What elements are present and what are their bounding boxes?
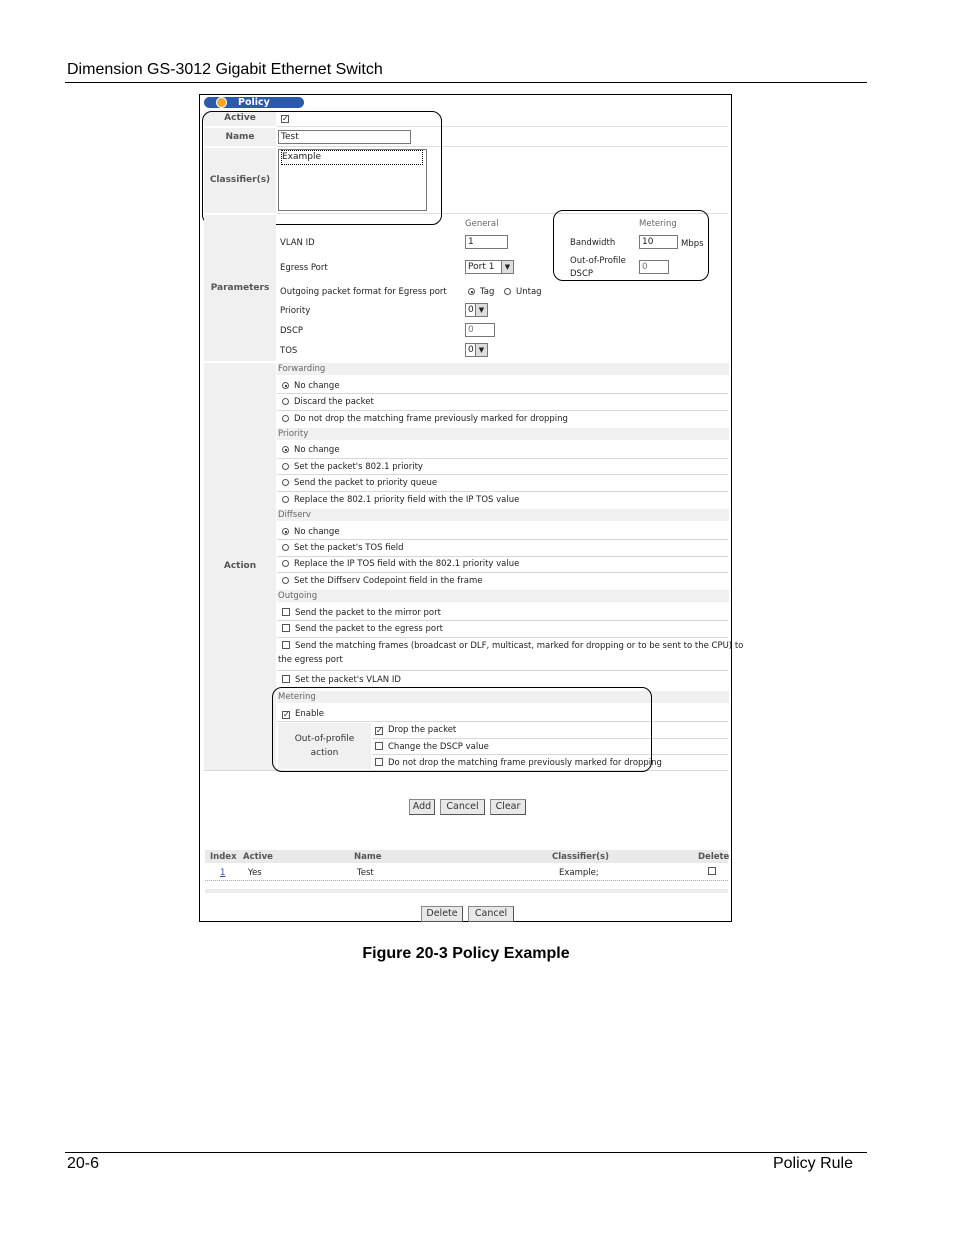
cancel-table-button[interactable]: Cancel	[468, 906, 514, 922]
tag-label: Tag	[480, 287, 495, 297]
bandwidth-input[interactable]: 10	[639, 235, 678, 249]
chapter-title: Policy Rule	[772, 1155, 853, 1172]
table-footer-bar	[205, 889, 728, 893]
tos-label: TOS	[280, 346, 298, 356]
divider	[277, 458, 728, 459]
parameters-label: Parameters	[204, 215, 276, 361]
outgoing-mirror[interactable]	[282, 608, 441, 618]
tos-value: 0	[468, 345, 474, 355]
clear-button[interactable]: Clear	[490, 799, 526, 815]
egress-label: Egress Port	[280, 263, 328, 273]
chevron-down-icon: ▼	[475, 344, 487, 356]
priority-queue[interactable]	[282, 478, 437, 488]
priority-no-change[interactable]	[282, 445, 340, 455]
add-button[interactable]: Add	[409, 799, 435, 815]
divider	[277, 556, 728, 557]
forwarding-do-not-drop[interactable]	[282, 414, 568, 424]
footer-rule	[65, 1152, 867, 1153]
col-active: Active	[243, 852, 273, 862]
outgoing-matching-frames[interactable]	[282, 641, 743, 651]
option-label: No change	[294, 527, 340, 537]
priority-label: Priority	[280, 306, 311, 316]
option-label: Replace the IP TOS field with the 802.1 priority value	[294, 559, 520, 569]
highlight-general	[202, 111, 442, 225]
oop-dscp-label1: Out-of-Profile	[570, 256, 626, 266]
general-heading: General	[465, 219, 499, 229]
divider	[277, 491, 728, 492]
radio-icon	[282, 446, 289, 453]
radio-icon	[282, 544, 289, 551]
priority-value: 0	[468, 305, 474, 315]
diffserv-set-tos[interactable]	[282, 543, 404, 553]
header-rule	[65, 82, 867, 83]
metering-section-heading: Metering	[277, 691, 729, 703]
radio-icon	[282, 415, 289, 422]
dscp-label: DSCP	[280, 326, 304, 336]
option-label: Discard the packet	[294, 397, 374, 407]
radio-icon	[282, 463, 289, 470]
bandwidth-unit: Mbps	[681, 239, 704, 249]
option-label: Drop the packet	[388, 725, 457, 735]
radio-icon	[282, 382, 289, 389]
diffserv-no-change[interactable]	[282, 527, 340, 537]
classifier-item[interactable]: Example	[281, 150, 423, 165]
priority-replace[interactable]	[282, 495, 519, 505]
action-label: Action	[204, 363, 276, 770]
radio-icon	[282, 577, 289, 584]
chevron-down-icon: ▼	[501, 261, 513, 273]
check-icon: ✓	[282, 114, 289, 123]
divider	[277, 539, 728, 540]
radio-icon	[282, 560, 289, 567]
priority-set-8021[interactable]	[282, 462, 423, 472]
metering-heading: Metering	[639, 219, 677, 229]
option-label: No change	[294, 445, 340, 455]
col-name: Name	[354, 852, 382, 862]
oop-dscp-input[interactable]: 0	[639, 260, 669, 274]
radio-icon	[282, 528, 289, 535]
diffserv-replace-tos[interactable]	[282, 559, 519, 569]
diffserv-set-codepoint[interactable]	[282, 576, 482, 586]
outgoing-set-vlan[interactable]	[282, 675, 401, 685]
divider	[277, 410, 728, 411]
option-label: Send the matching frames (broadcast or DLF, multicast, marked for dropping or to be sent to the CPU) to	[295, 641, 744, 651]
divider	[277, 670, 728, 671]
checkbox-icon	[282, 624, 290, 632]
divider	[277, 474, 728, 475]
row-name: Test	[357, 868, 374, 878]
outgoing-heading: Outgoing	[277, 590, 729, 602]
forwarding-heading: Forwarding	[277, 363, 729, 375]
name-label: Name	[204, 128, 276, 146]
oop-action-label2: action	[310, 748, 339, 758]
outgoing-egress[interactable]	[282, 624, 443, 634]
option-label: Enable	[295, 709, 324, 719]
chevron-down-icon: ▼	[475, 304, 487, 316]
untag-label: Untag	[516, 287, 542, 297]
summary-table-header	[205, 850, 728, 863]
tos-select[interactable]	[465, 343, 488, 357]
policy-tab[interactable]	[204, 97, 304, 108]
highlight-metering	[553, 210, 709, 281]
option-label: No change	[294, 381, 340, 391]
divider	[277, 637, 728, 638]
oop-action-label1: Out-of-profile	[294, 734, 355, 744]
diffserv-heading: Diffserv	[277, 509, 729, 521]
page-header: Dimension GS-3012 Gigabit Ethernet Switch	[67, 61, 383, 78]
cancel-button[interactable]: Cancel	[440, 799, 485, 815]
oop-dscp-label2: DSCP	[570, 269, 594, 279]
option-label: Send the packet to priority queue	[294, 478, 438, 488]
option-label: Replace the 802.1 priority field with the IP TOS value	[294, 495, 520, 505]
name-input[interactable]: Test	[278, 130, 411, 144]
option-label: Set the Diffserv Codepoint field in the frame	[294, 576, 483, 586]
tag-radio[interactable]	[468, 287, 494, 297]
radio-icon	[468, 288, 475, 295]
option-label: Do not drop the matching frame previously marked for dropping	[294, 414, 568, 424]
col-delete: Delete	[698, 852, 730, 862]
option-label: Change the DSCP value	[388, 742, 489, 752]
divider	[277, 572, 728, 573]
outgoing-matching-frames-cont: the egress port	[278, 655, 343, 665]
divider	[277, 620, 728, 621]
delete-button[interactable]: Delete	[421, 906, 463, 922]
checkbox-icon	[282, 641, 290, 649]
priority-heading: Priority	[277, 428, 729, 440]
col-classifiers: Classifier(s)	[552, 852, 610, 862]
checkbox-icon	[282, 608, 290, 616]
forwarding-no-change[interactable]	[282, 381, 340, 391]
row-delete-checkbox[interactable]	[708, 867, 721, 877]
forwarding-discard[interactable]	[282, 397, 374, 407]
option-label: Set the packet's 802.1 priority	[294, 462, 423, 472]
classifiers-label: Classifier(s)	[204, 148, 276, 213]
option-label: Set the packet's VLAN ID	[295, 675, 401, 685]
egress-value: Port 1	[468, 262, 495, 272]
divider	[277, 393, 728, 394]
dscp-input[interactable]: 0	[465, 323, 495, 337]
row-index-link[interactable]: 1	[220, 868, 226, 878]
row-classifiers: Example;	[559, 868, 599, 878]
page-number: 20-6	[67, 1155, 100, 1172]
active-label: Active	[204, 111, 276, 126]
option-label: Set the packet's TOS field	[294, 543, 404, 553]
checkbox-icon	[282, 675, 290, 683]
option-label: Do not drop the matching frame previously marked for dropping	[388, 758, 662, 768]
row-active: Yes	[248, 868, 262, 878]
policy-tab-icon	[216, 97, 227, 108]
check-icon: ✓	[376, 726, 383, 735]
outgoing-label: Outgoing packet format for Egress port	[280, 287, 447, 297]
vlan-label: VLAN ID	[280, 238, 315, 248]
egress-select[interactable]	[465, 260, 514, 274]
radio-icon	[504, 288, 511, 295]
figure-caption: Figure 20-3 Policy Example	[362, 945, 570, 962]
highlight-metering-action	[272, 687, 652, 772]
radio-icon	[282, 496, 289, 503]
option-label: Send the packet to the mirror port	[295, 608, 441, 618]
option-label: Send the packet to the egress port	[295, 624, 443, 634]
checkbox-icon	[708, 867, 716, 875]
priority-select[interactable]	[465, 303, 488, 317]
bandwidth-label: Bandwidth	[570, 238, 616, 248]
check-icon: ✓	[283, 710, 290, 719]
untag-radio[interactable]	[504, 287, 542, 297]
row-divider	[205, 880, 728, 881]
policy-tab-label: Policy	[238, 97, 270, 108]
vlan-input[interactable]: 1	[465, 235, 508, 249]
radio-icon	[282, 398, 289, 405]
radio-icon	[282, 479, 289, 486]
col-index: Index	[210, 852, 237, 862]
